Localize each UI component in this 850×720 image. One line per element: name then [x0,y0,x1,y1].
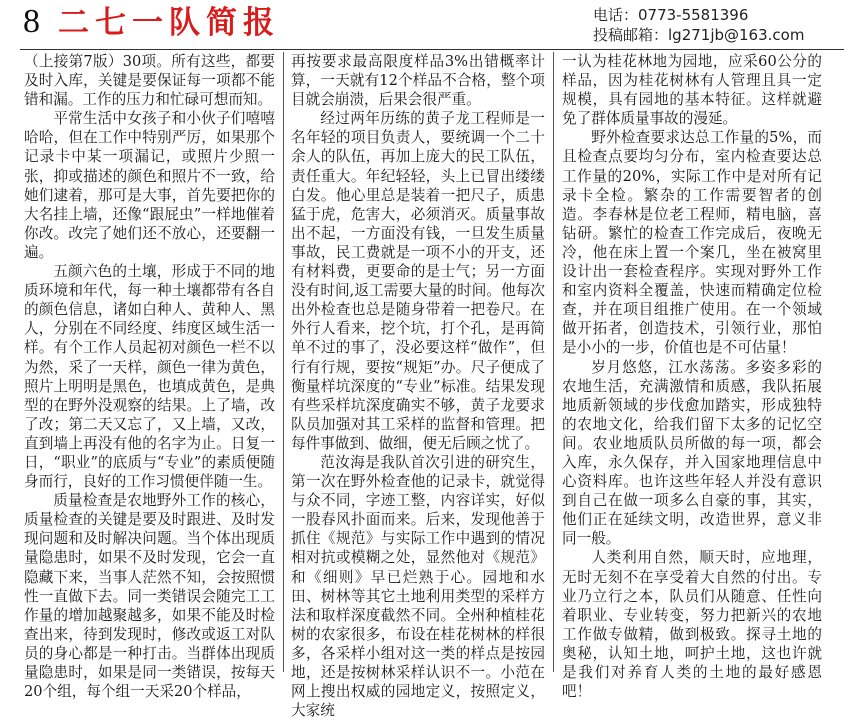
paragraph: 五颜六色的土壤，形成于不同的地质环境和年代，每一种土壤都带有各自的颜色信息，诸如白种人、黄种人、黑人，分别在不同经度、纬度区域生活一样。有个工作人员起初对颜色一栏不以为然，采了一天样，颜色一律为黄色，照片上明明是黑色，也填成黄色，是典型的在野外没观察的结果。上了墙，改了改；第二天又忘了，又上墙，又改，直到墙上再没有他的名字为止。日复一日，“职业”的底质与“专业”的素质便随身而行，良好的工作习惯便伴随一生。 [24,263,275,491]
article-column-3 [562,52,822,701]
column-divider [283,52,284,672]
paragraph: （上接第7版）30项。所有这些，都要及时入库，关键是要保证每一项都不能错和漏。工作的压力和忙碌可想而知。 [24,53,275,109]
column-divider [553,52,554,672]
phone-number: 电话：0773-5581396 [593,6,749,24]
page-number: 8 [23,3,40,40]
paragraph: 经过两年历练的黄子龙工程师是一名年轻的项目负责人，要统调一个二十余人的队伍，再加上庞大的民工队伍，责任重大。年纪轻轻，头上已冒出缕缕白发。他心里总是装着一把尺子，质患猛于虎，危害大，必须消灭。质量事故出不起，一方面没有钱，一旦发生质量事故，民工费就是一项不小的开支，还有材料费，更要命的是士气；另一方面没有时间,返工需要大量的时间。他每次出外检查也总是随身带着一把卷尺。在外行人看来，挖个坑，打个孔，是再简单不过的事了，没必要这样“做作”，但行有行规，要按“规矩”办。尺子便成了衡量样坑深度的“专业”标准。结果发现有些采样坑深度确实不够，黄子龙要求队员加强对其工采样的监督和管理。把每件事做到、做细，便无后顾之忧了。 [291,110,545,452]
masthead-divider [20,49,844,50]
article-column-1 [24,52,275,701]
paragraph: 范汝海是我队首次引进的研究生，第一次在野外检查他的记录卡，就觉得与众不同，字迹工整，内容详实，好似一股春风扑面而来。后来，发现他善于抓住《规范》与实际工作中遇到的情况相对抗或模糊之处，显然他对《规范》和《细则》早已烂熟于心。园地和水田、树林等其它土地利用类型的采样方法和取样深度截然不同。全州种植桂花树的农家很多，布设在桂花树林的样很多，各采样小组对这一类的样点是按园地，还是按树林采样认识不一。小范在网上搜出权威的园地定义，按照定义，大家统 [291,453,545,720]
paragraph: 质量检查是农地野外工作的核心，质量检查的关键是要及时跟进、及时发现问题和及时解决问题。当个体出现质量隐患时，如果不及时发现，它会一直隐藏下来，当事人茫然不知，会按照惯性一直做下去。同一类错误会随完工工作量的增加越聚越多，如果不能及时检查出来，待到发现时，修改或返工对队员的身心都是一种打击。当群体出现质量隐患时，如果是同一类错误，按每天20个组，每个组一天采20个样品， [24,492,275,701]
contact-info [593,5,843,45]
paragraph: 一认为桂花林地为园地，应采60公分的样品，因为桂花树林有人管理且具一定规模，具有园地的基本特征。这样就避免了群体质量事故的漫延。 [562,53,822,128]
newspaper-title: 二七一队简报 [58,5,280,41]
submission-email: 投稿邮箱：lg271jb@163.com [593,26,805,44]
article-column-2 [291,52,545,720]
masthead [0,0,850,50]
paragraph: 野外检查要求达总工作量的5%，而且检查点要均匀分布，室内检查要达总工作量的20%，实际工作中是对所有记录卡全检。繁杂的工作需要智者的创造。李春林是位老工程师，精电脑，喜钻研。繁忙的检查工作完成后，夜晚无冷，他在床上置一个案几，坐在被窝里设计出一套检查程序。实现对野外工作和室内资料全覆盖，快速而精确定位检查，并在项目组推广使用。在一个领域做开拓者，创造技术，引领行业，那怕是小小的一步，价值也是不可估量！ [562,129,822,357]
paragraph: 再按要求最高限度样品3%出错概率计算，一天就有12个样品不合格，整个项目就会崩溃，后果会很严重。 [291,53,545,109]
paragraph: 平常生活中女孩子和小伙子们嘻嘻哈哈，但在工作中特别严厉，如果那个记录卡中某一项漏记，或照片少照一张，抑或描述的颜色和照片不一致，给她们逮着，那可是大事，首先要把你的大名挂上墙，还像“跟屁虫”一样地催着你改。改完了她们还不放心，还要翻一遍。 [24,110,275,261]
paragraph: 人类利用自然，顺天时，应地理，无时无刻不在享受着大自然的付出。专业乃立行之本，队员们从随意、任性向着职业、专业转变，努力把新兴的农地工作做专做精，做到极致。探寻土地的奥秘，认知土地，呵护土地，这也许就是我们对养育人类的土地的最好感恩吧！ [562,549,822,701]
paragraph: 岁月悠悠，江水荡荡。多姿多彩的农地生活，充满激情和质感，我队拓展地质新领域的步伐愈加踏实，形成独特的农地文化，给我们留下太多的记忆空间。农业地质队员所做的每一项，都会入库，永久保存，并入国家地理信息中心资料库。也许这些年轻人并没有意识到自己在做一项多么自豪的事，其实，他们正在延续文明，改造世界，意义非同一般。 [562,358,822,548]
